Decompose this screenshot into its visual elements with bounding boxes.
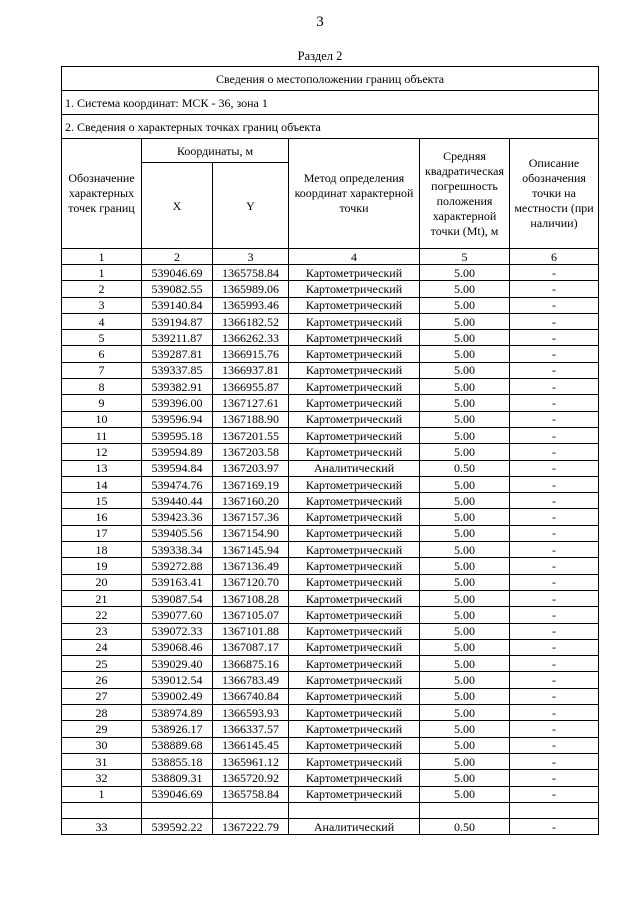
header-x: X (142, 163, 213, 249)
table-cell: 538889.68 (142, 737, 213, 753)
table-cell: Картометрический (289, 493, 420, 509)
table-cell: 5.00 (420, 607, 510, 623)
table-cell: - (510, 379, 599, 395)
table-row (62, 737, 599, 753)
table-cell: 539194.87 (142, 313, 213, 329)
table-cell: - (510, 493, 599, 509)
table-cell: - (510, 656, 599, 672)
table-cell: 25 (62, 656, 142, 672)
table-cell: 1366915.76 (213, 346, 289, 362)
table-cell: 21 (62, 590, 142, 606)
table-row (62, 330, 599, 346)
table-cell: 1367101.88 (213, 623, 289, 639)
table-cell: - (510, 346, 599, 362)
table-cell: 4 (289, 249, 420, 265)
table-row (62, 672, 599, 688)
table-cell: - (510, 411, 599, 427)
table-cell: 29 (62, 721, 142, 737)
table-cell: 1367203.97 (213, 460, 289, 476)
table-cell: Аналитический (289, 460, 420, 476)
table-cell: 9 (62, 395, 142, 411)
table-cell: 1365720.92 (213, 770, 289, 786)
table-cell: 5.00 (420, 639, 510, 655)
table-cell (142, 802, 213, 818)
table-cell: - (510, 395, 599, 411)
table-cell: 539272.88 (142, 558, 213, 574)
table-cell: - (510, 639, 599, 655)
table-cell: 1367120.70 (213, 574, 289, 590)
table-cell: 1366262.33 (213, 330, 289, 346)
table-cell: 1 (62, 265, 142, 281)
table-cell: 539287.81 (142, 346, 213, 362)
table-cell: Картометрический (289, 379, 420, 395)
table-cell: Картометрический (289, 362, 420, 378)
table-cell (62, 802, 142, 818)
table-cell: 13 (62, 460, 142, 476)
table-cell: 5.00 (420, 688, 510, 704)
table-cell: 5.00 (420, 623, 510, 639)
table-cell: 1366875.16 (213, 656, 289, 672)
table-row (62, 460, 599, 476)
table-cell: 1365989.06 (213, 281, 289, 297)
table-cell: 538974.89 (142, 705, 213, 721)
table-cell: - (510, 509, 599, 525)
table-cell: 1367160.20 (213, 493, 289, 509)
table-cell: 5.00 (420, 281, 510, 297)
table-cell: 539072.33 (142, 623, 213, 639)
table-row (62, 395, 599, 411)
table-title: Сведения о местоположении границ объекта (62, 67, 599, 91)
table-cell: Картометрический (289, 688, 420, 704)
table-cell: Картометрический (289, 623, 420, 639)
table-cell: 1367154.90 (213, 525, 289, 541)
table-cell: 538855.18 (142, 753, 213, 769)
table-cell: 3 (62, 297, 142, 313)
table-cell: 1 (62, 249, 142, 265)
table-row (62, 656, 599, 672)
table-cell: 7 (62, 362, 142, 378)
table-cell: - (510, 672, 599, 688)
table-cell: - (510, 330, 599, 346)
table-cell: 11 (62, 427, 142, 443)
header-designation: Обозначение характерных точек границ (62, 139, 142, 249)
table-cell: 32 (62, 770, 142, 786)
table-cell: 539012.54 (142, 672, 213, 688)
table-cell: 1366145.45 (213, 737, 289, 753)
table-cell: Картометрический (289, 525, 420, 541)
boundary-points-table (61, 66, 599, 835)
table-cell: 1366740.84 (213, 688, 289, 704)
table-cell: - (510, 688, 599, 704)
table-cell: 1365993.46 (213, 297, 289, 313)
table-cell: 19 (62, 558, 142, 574)
table-row (62, 542, 599, 558)
table-row (62, 493, 599, 509)
table-cell: Картометрический (289, 721, 420, 737)
table-cell: 539440.44 (142, 493, 213, 509)
table-cell: - (510, 297, 599, 313)
table-cell: 27 (62, 688, 142, 704)
table-cell: 1367188.90 (213, 411, 289, 427)
header-error: Средняя квадратическая погрешность положения характерной точки (Mt), м (420, 139, 510, 249)
table-cell: Картометрический (289, 639, 420, 655)
table-cell: Картометрический (289, 770, 420, 786)
table-cell: 18 (62, 542, 142, 558)
table-cell: - (510, 542, 599, 558)
table-row (62, 444, 599, 460)
table-cell (289, 802, 420, 818)
table-cell: 1367127.61 (213, 395, 289, 411)
table-cell: 1367201.55 (213, 427, 289, 443)
table-cell: 2 (62, 281, 142, 297)
table-cell: 5.00 (420, 346, 510, 362)
table-row (62, 297, 599, 313)
table-row (62, 509, 599, 525)
table-cell: 1367108.28 (213, 590, 289, 606)
table-cell: 22 (62, 607, 142, 623)
table-cell (420, 802, 510, 818)
table-cell: Картометрический (289, 590, 420, 606)
table-cell: - (510, 476, 599, 492)
table-cell: 5.00 (420, 558, 510, 574)
table-cell: - (510, 770, 599, 786)
table-cell: 28 (62, 705, 142, 721)
table-cell: 1367136.49 (213, 558, 289, 574)
table-cell: 26 (62, 672, 142, 688)
table-cell: 5.00 (420, 411, 510, 427)
table-cell: 14 (62, 476, 142, 492)
table-row (62, 590, 599, 606)
table-cell (510, 802, 599, 818)
table-cell: 23 (62, 623, 142, 639)
table-cell: 12 (62, 444, 142, 460)
table-row (62, 525, 599, 541)
table-cell: 539163.41 (142, 574, 213, 590)
points-info: 2. Сведения о характерных точках границ объекта (62, 115, 599, 139)
table-cell: 5.00 (420, 770, 510, 786)
table-cell: 1365758.84 (213, 786, 289, 802)
table-cell: - (510, 558, 599, 574)
table-cell: 10 (62, 411, 142, 427)
table-cell: 1365961.12 (213, 753, 289, 769)
table-cell: 539595.18 (142, 427, 213, 443)
table-cell: - (510, 737, 599, 753)
table-cell: - (510, 362, 599, 378)
table-cell: 0.50 (420, 819, 510, 835)
table-row (62, 313, 599, 329)
table-cell: 5.00 (420, 265, 510, 281)
table-cell: - (510, 281, 599, 297)
table-cell: - (510, 607, 599, 623)
table-row (62, 362, 599, 378)
table-row (62, 786, 599, 802)
table-cell (213, 802, 289, 818)
table-cell: 5.00 (420, 509, 510, 525)
table-cell: Картометрический (289, 672, 420, 688)
table-cell: 539474.76 (142, 476, 213, 492)
table-cell: Картометрический (289, 427, 420, 443)
table-cell: 5.00 (420, 362, 510, 378)
table-cell: 539077.60 (142, 607, 213, 623)
table-cell: 4 (62, 313, 142, 329)
page-number: 3 (316, 14, 324, 30)
table-cell: Картометрический (289, 444, 420, 460)
table-cell: 5.00 (420, 313, 510, 329)
table-cell: 5.00 (420, 672, 510, 688)
table-cell: 5.00 (420, 737, 510, 753)
table-cell: 1366783.49 (213, 672, 289, 688)
column-number-row (62, 249, 599, 265)
table-cell: 539338.34 (142, 542, 213, 558)
table-cell: 5.00 (420, 525, 510, 541)
table-row (62, 688, 599, 704)
table-cell: 5.00 (420, 753, 510, 769)
table-row (62, 265, 599, 281)
table-cell: - (510, 590, 599, 606)
table-cell: 1367169.19 (213, 476, 289, 492)
table-cell: Картометрический (289, 786, 420, 802)
header-description: Описание обозначения точки на местности (при наличии) (510, 139, 599, 249)
table-cell: - (510, 721, 599, 737)
table-cell: 6 (510, 249, 599, 265)
table-cell: Картометрический (289, 346, 420, 362)
table-cell: 33 (62, 819, 142, 835)
table-cell: 5.00 (420, 705, 510, 721)
table-row (62, 770, 599, 786)
table-cell: 539046.69 (142, 786, 213, 802)
table-cell: Аналитический (289, 819, 420, 835)
table-cell: 1367203.58 (213, 444, 289, 460)
table-cell: - (510, 525, 599, 541)
table-cell: 539140.84 (142, 297, 213, 313)
table-row (62, 427, 599, 443)
table-cell: 1367145.94 (213, 542, 289, 558)
table-cell: 1367105.07 (213, 607, 289, 623)
table-cell: Картометрический (289, 281, 420, 297)
table-cell: 5.00 (420, 444, 510, 460)
table-cell: 5.00 (420, 427, 510, 443)
header-method: Метод определения координат характерной точки (289, 139, 420, 249)
table-cell: 538926.17 (142, 721, 213, 737)
table-row (62, 346, 599, 362)
table-row (62, 819, 599, 835)
table-cell: 539382.91 (142, 379, 213, 395)
table-cell: 5.00 (420, 476, 510, 492)
table-row (62, 476, 599, 492)
table-cell: 539002.49 (142, 688, 213, 704)
table-cell: Картометрический (289, 558, 420, 574)
table-cell: 1366593.93 (213, 705, 289, 721)
table-cell: - (510, 460, 599, 476)
table-cell: 5.00 (420, 590, 510, 606)
table-cell: 539596.94 (142, 411, 213, 427)
table-row (62, 411, 599, 427)
table-cell: - (510, 427, 599, 443)
table-cell: 1367222.79 (213, 819, 289, 835)
table-cell: Картометрический (289, 705, 420, 721)
table-cell: 539211.87 (142, 330, 213, 346)
table-row (62, 705, 599, 721)
table-cell: 5.00 (420, 493, 510, 509)
table-row (62, 607, 599, 623)
table-cell: 0.50 (420, 460, 510, 476)
table-cell: 5.00 (420, 656, 510, 672)
table-cell: Картометрический (289, 509, 420, 525)
table-cell: 539082.55 (142, 281, 213, 297)
table-cell: 1367087.17 (213, 639, 289, 655)
table-cell: Картометрический (289, 395, 420, 411)
table-cell: - (510, 574, 599, 590)
table-cell: 1366955.87 (213, 379, 289, 395)
table-cell: 539592.22 (142, 819, 213, 835)
table-cell: 539396.00 (142, 395, 213, 411)
coordinate-system: 1. Система координат: МСК - 36, зона 1 (62, 91, 599, 115)
table-cell: - (510, 313, 599, 329)
table-cell: Картометрический (289, 737, 420, 753)
table-cell: 1365758.84 (213, 265, 289, 281)
table-cell: 5.00 (420, 542, 510, 558)
table-cell: 1 (62, 786, 142, 802)
table-cell: 539337.85 (142, 362, 213, 378)
table-cell: - (510, 444, 599, 460)
table-cell: - (510, 623, 599, 639)
table-cell: 1366337.57 (213, 721, 289, 737)
table-cell: 539046.69 (142, 265, 213, 281)
table-row (62, 721, 599, 737)
table-cell: 1366182.52 (213, 313, 289, 329)
table-cell: 5.00 (420, 574, 510, 590)
table-row (62, 639, 599, 655)
header-y: Y (213, 163, 289, 249)
table-cell: 3 (213, 249, 289, 265)
table-cell: 5.00 (420, 786, 510, 802)
table-cell: Картометрический (289, 476, 420, 492)
table-cell: 2 (142, 249, 213, 265)
table-cell: 539594.89 (142, 444, 213, 460)
table-row (62, 281, 599, 297)
table-cell: 5 (62, 330, 142, 346)
table-cell: - (510, 786, 599, 802)
table-cell: 17 (62, 525, 142, 541)
table-cell: - (510, 705, 599, 721)
table-row (62, 558, 599, 574)
table-cell: Картометрический (289, 542, 420, 558)
table-cell: 538809.31 (142, 770, 213, 786)
table-cell: 20 (62, 574, 142, 590)
table-cell: 5.00 (420, 379, 510, 395)
table-cell: 5.00 (420, 395, 510, 411)
table-cell: 539594.84 (142, 460, 213, 476)
table-cell: Картометрический (289, 607, 420, 623)
table-row (62, 574, 599, 590)
table-cell: 1366937.81 (213, 362, 289, 378)
empty-row (62, 802, 599, 818)
table-cell: 15 (62, 493, 142, 509)
table-cell: Картометрический (289, 574, 420, 590)
section-title: Раздел 2 (297, 49, 343, 63)
table-cell: 8 (62, 379, 142, 395)
table-cell: 539029.40 (142, 656, 213, 672)
table-row (62, 753, 599, 769)
table-cell: Картометрический (289, 656, 420, 672)
table-cell: 539068.46 (142, 639, 213, 655)
table-cell: - (510, 819, 599, 835)
table-cell: Картометрический (289, 411, 420, 427)
table-cell: Картометрический (289, 313, 420, 329)
table-cell: 539423.36 (142, 509, 213, 525)
table-cell: 5.00 (420, 330, 510, 346)
table-cell: Картометрический (289, 330, 420, 346)
table-cell: - (510, 265, 599, 281)
table-cell: 6 (62, 346, 142, 362)
table-cell: - (510, 753, 599, 769)
table-cell: 16 (62, 509, 142, 525)
table-cell: 539405.56 (142, 525, 213, 541)
table-cell: 5 (420, 249, 510, 265)
table-cell: Картометрический (289, 265, 420, 281)
table-cell: 5.00 (420, 297, 510, 313)
table-cell: 539087.54 (142, 590, 213, 606)
table-cell: 1367157.36 (213, 509, 289, 525)
table-cell: 5.00 (420, 721, 510, 737)
table-cell: 31 (62, 753, 142, 769)
table-cell: Картометрический (289, 753, 420, 769)
table-cell: 30 (62, 737, 142, 753)
header-coordinates: Координаты, м (142, 139, 289, 163)
table-row (62, 623, 599, 639)
table-cell: 24 (62, 639, 142, 655)
table-cell: Картометрический (289, 297, 420, 313)
table-row (62, 379, 599, 395)
